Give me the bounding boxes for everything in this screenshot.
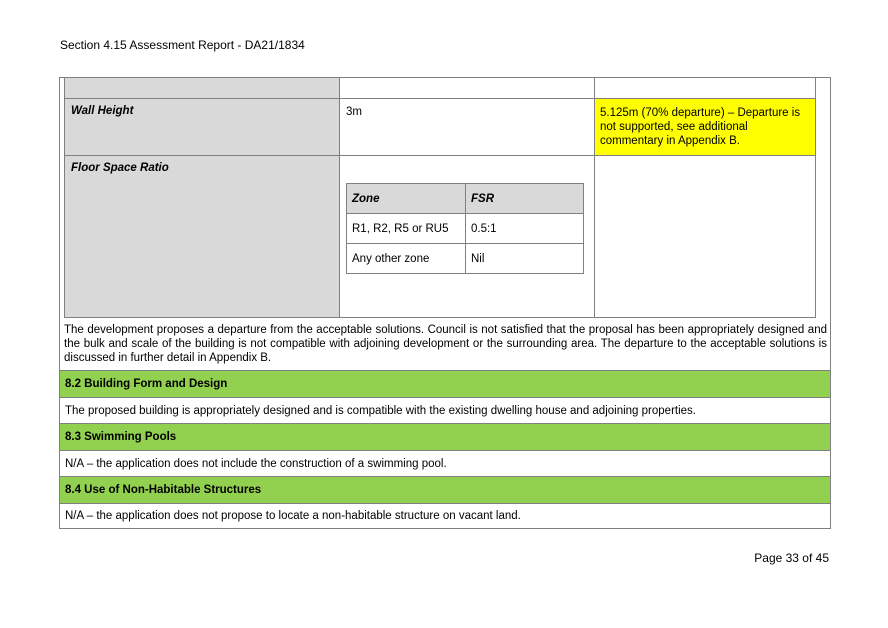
fsr-zone-cell: R1, R2, R5 or RU5 (347, 214, 466, 243)
page-header: Section 4.15 Assessment Report - DA21/1834 (60, 38, 305, 52)
fsr-table (346, 183, 584, 274)
fsr-label: Floor Space Ratio (64, 155, 340, 318)
section-text: The proposed building is appropriately designed and is compatible with the existing dwelling house and adjoining properties. (65, 404, 696, 417)
departure-paragraph: The development proposes a departure from the acceptable solutions. Council is not satisfied that the proposal has been appropriately designed and the bulk and scale of the building is not compatible with adjoining development or the surrounding area. The departure to the acceptable solutions is discussed in further detail in Appendix B. (64, 324, 827, 364)
table-row (347, 214, 583, 244)
empty-control-cell (339, 77, 595, 99)
fsr-header-fsr: FSR (471, 192, 494, 205)
section-text: N/A – the application does not include the construction of a swimming pool. (65, 457, 447, 470)
wall-height-proposed: 5.125m (70% departure) – Departure is not supported, see additional commentary in Appendix B. (594, 98, 816, 156)
fsr-proposed-cell (594, 155, 816, 318)
section-heading: 8.2 Building Form and Design (60, 371, 830, 397)
wall-height-control: 3m (339, 98, 595, 156)
empty-proposed-cell (594, 77, 816, 99)
table-row (347, 244, 583, 273)
section-heading: 8.3 Swimming Pools (60, 424, 830, 450)
fsr-value-cell: 0.5:1 (471, 222, 497, 235)
fsr-zone-cell: Any other zone (347, 244, 466, 273)
wall-height-label: Wall Height (64, 98, 340, 156)
page-number: Page 33 of 45 (754, 551, 829, 565)
fsr-header-zone: Zone (347, 184, 466, 213)
section-heading: 8.4 Use of Non-Habitable Structures (60, 477, 830, 503)
section-text: N/A – the application does not propose to locate a non-habitable structure on vacant land. (65, 510, 521, 522)
empty-label-cell (64, 77, 340, 99)
fsr-header-row (347, 184, 583, 214)
fsr-value-cell: Nil (471, 252, 485, 265)
